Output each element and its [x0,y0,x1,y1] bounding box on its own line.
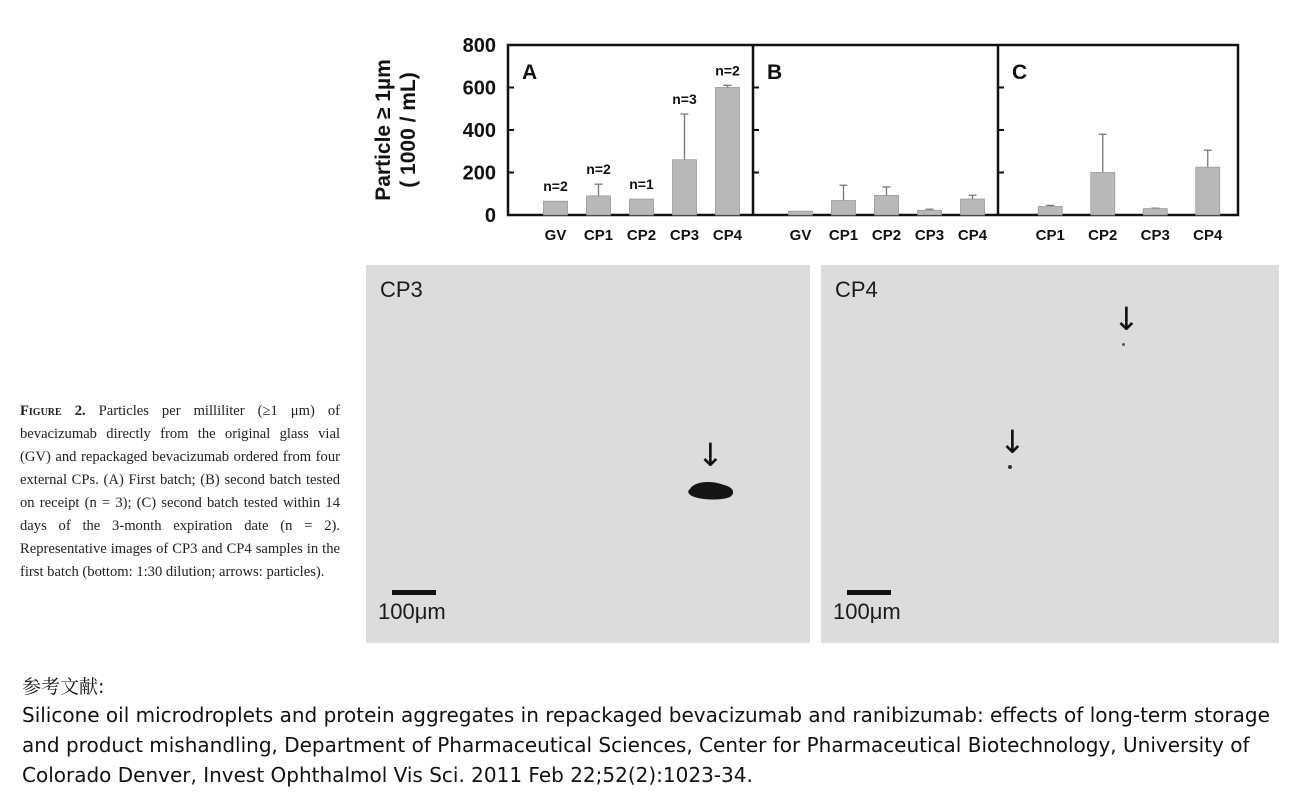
micrograph-label: CP4 [835,277,878,302]
x-tick-label: CP2 [1088,227,1118,244]
micrograph-cp3 [366,265,810,643]
bar [630,199,654,215]
x-tick-label: CP1 [828,227,859,244]
references-text: Silicone oil microdroplets and protein aggregates in repackaged bevacizumab and ranibizumab: effects of long-term storage and product mishandling, Department of Pharmaceutical Sciences, Center for Pharmaceutical Biotechnology, University of Colorado Denver, Invest Ophthalmol Vis Sci. 2011 Feb 22;52(2):1023-34. [22,703,1270,787]
x-tick-label: CP1 [1035,227,1065,244]
particle-dot-icon [1008,465,1012,469]
caption-text: Particles per milliliter (≥1 μm) of bevacizumab directly from the original glass vial (GV) and repackaged bevacizumab ordered from four external CPs. (A) First batch; (B) second batch tested on receipt (n = 3); (C) second batch tested within 14 days of the 3-month expiration date (n = 2). Representative images of CP3 and CP4 samples in the first batch (bottom: 1:30 dilution; arrows: particles). [20,403,341,580]
x-tick-label: CP3 [669,227,700,244]
y-tick-label: 800 [462,35,496,57]
scale-label: 100μm [833,599,901,624]
scale-label: 100μm [378,599,446,624]
scale-bar [847,590,891,595]
x-tick-label: GV [789,227,812,244]
n-annotation: n=2 [586,161,611,178]
x-tick-label: GV [544,227,567,244]
bar [1038,207,1062,216]
x-tick-label: CP4 [1193,227,1223,244]
particle-dot-icon [1122,343,1125,346]
micrograph-cp4 [821,265,1279,643]
y-axis-label: Particle ≥ 1µm [372,59,395,201]
micrograph-label: CP3 [380,277,423,302]
y-tick-label: 600 [462,77,496,100]
particle-arrow-icon: ↓ [1113,300,1140,338]
particle-arrow-icon: ↓ [999,423,1026,461]
y-tick-label: 200 [462,162,496,185]
x-tick-label: CP3 [1140,227,1170,244]
particle-blob-icon [686,477,738,503]
x-tick-label: CP3 [914,227,945,244]
bar [918,210,942,215]
bar [961,199,985,215]
x-tick-label: CP4 [712,227,743,244]
scale-bar [392,590,436,595]
x-tick-label: CP4 [957,227,988,244]
n-annotation: n=2 [543,178,568,195]
bar [1091,173,1115,216]
x-tick-label: CP2 [871,227,902,244]
n-annotation: n=3 [672,91,697,108]
bar [1143,209,1167,215]
plot-frame [508,45,1238,215]
bar-chart [360,30,1260,250]
bar [716,88,740,216]
bar [544,201,568,215]
panel-label: C [1012,61,1028,84]
y-tick-label: 0 [484,205,496,227]
panel-label: A [522,61,538,84]
figure-caption [20,400,340,584]
bar [673,160,697,215]
bar [587,196,611,215]
bar [789,211,813,215]
n-annotation: n=1 [629,176,654,193]
x-tick-label: CP1 [583,227,614,244]
n-annotation: n=2 [715,62,740,79]
references-title: 参考文献: [22,676,105,698]
y-tick-label: 400 [462,120,496,142]
x-tick-label: CP2 [626,227,657,244]
bar [832,201,856,215]
panel-label: B [767,61,783,84]
caption-lead: Figure 2. [20,403,86,419]
y-axis-label: ( 1000 / mL) [397,72,420,188]
bar [1196,167,1220,215]
bar [875,195,899,215]
particle-arrow-icon: ↓ [697,436,724,474]
